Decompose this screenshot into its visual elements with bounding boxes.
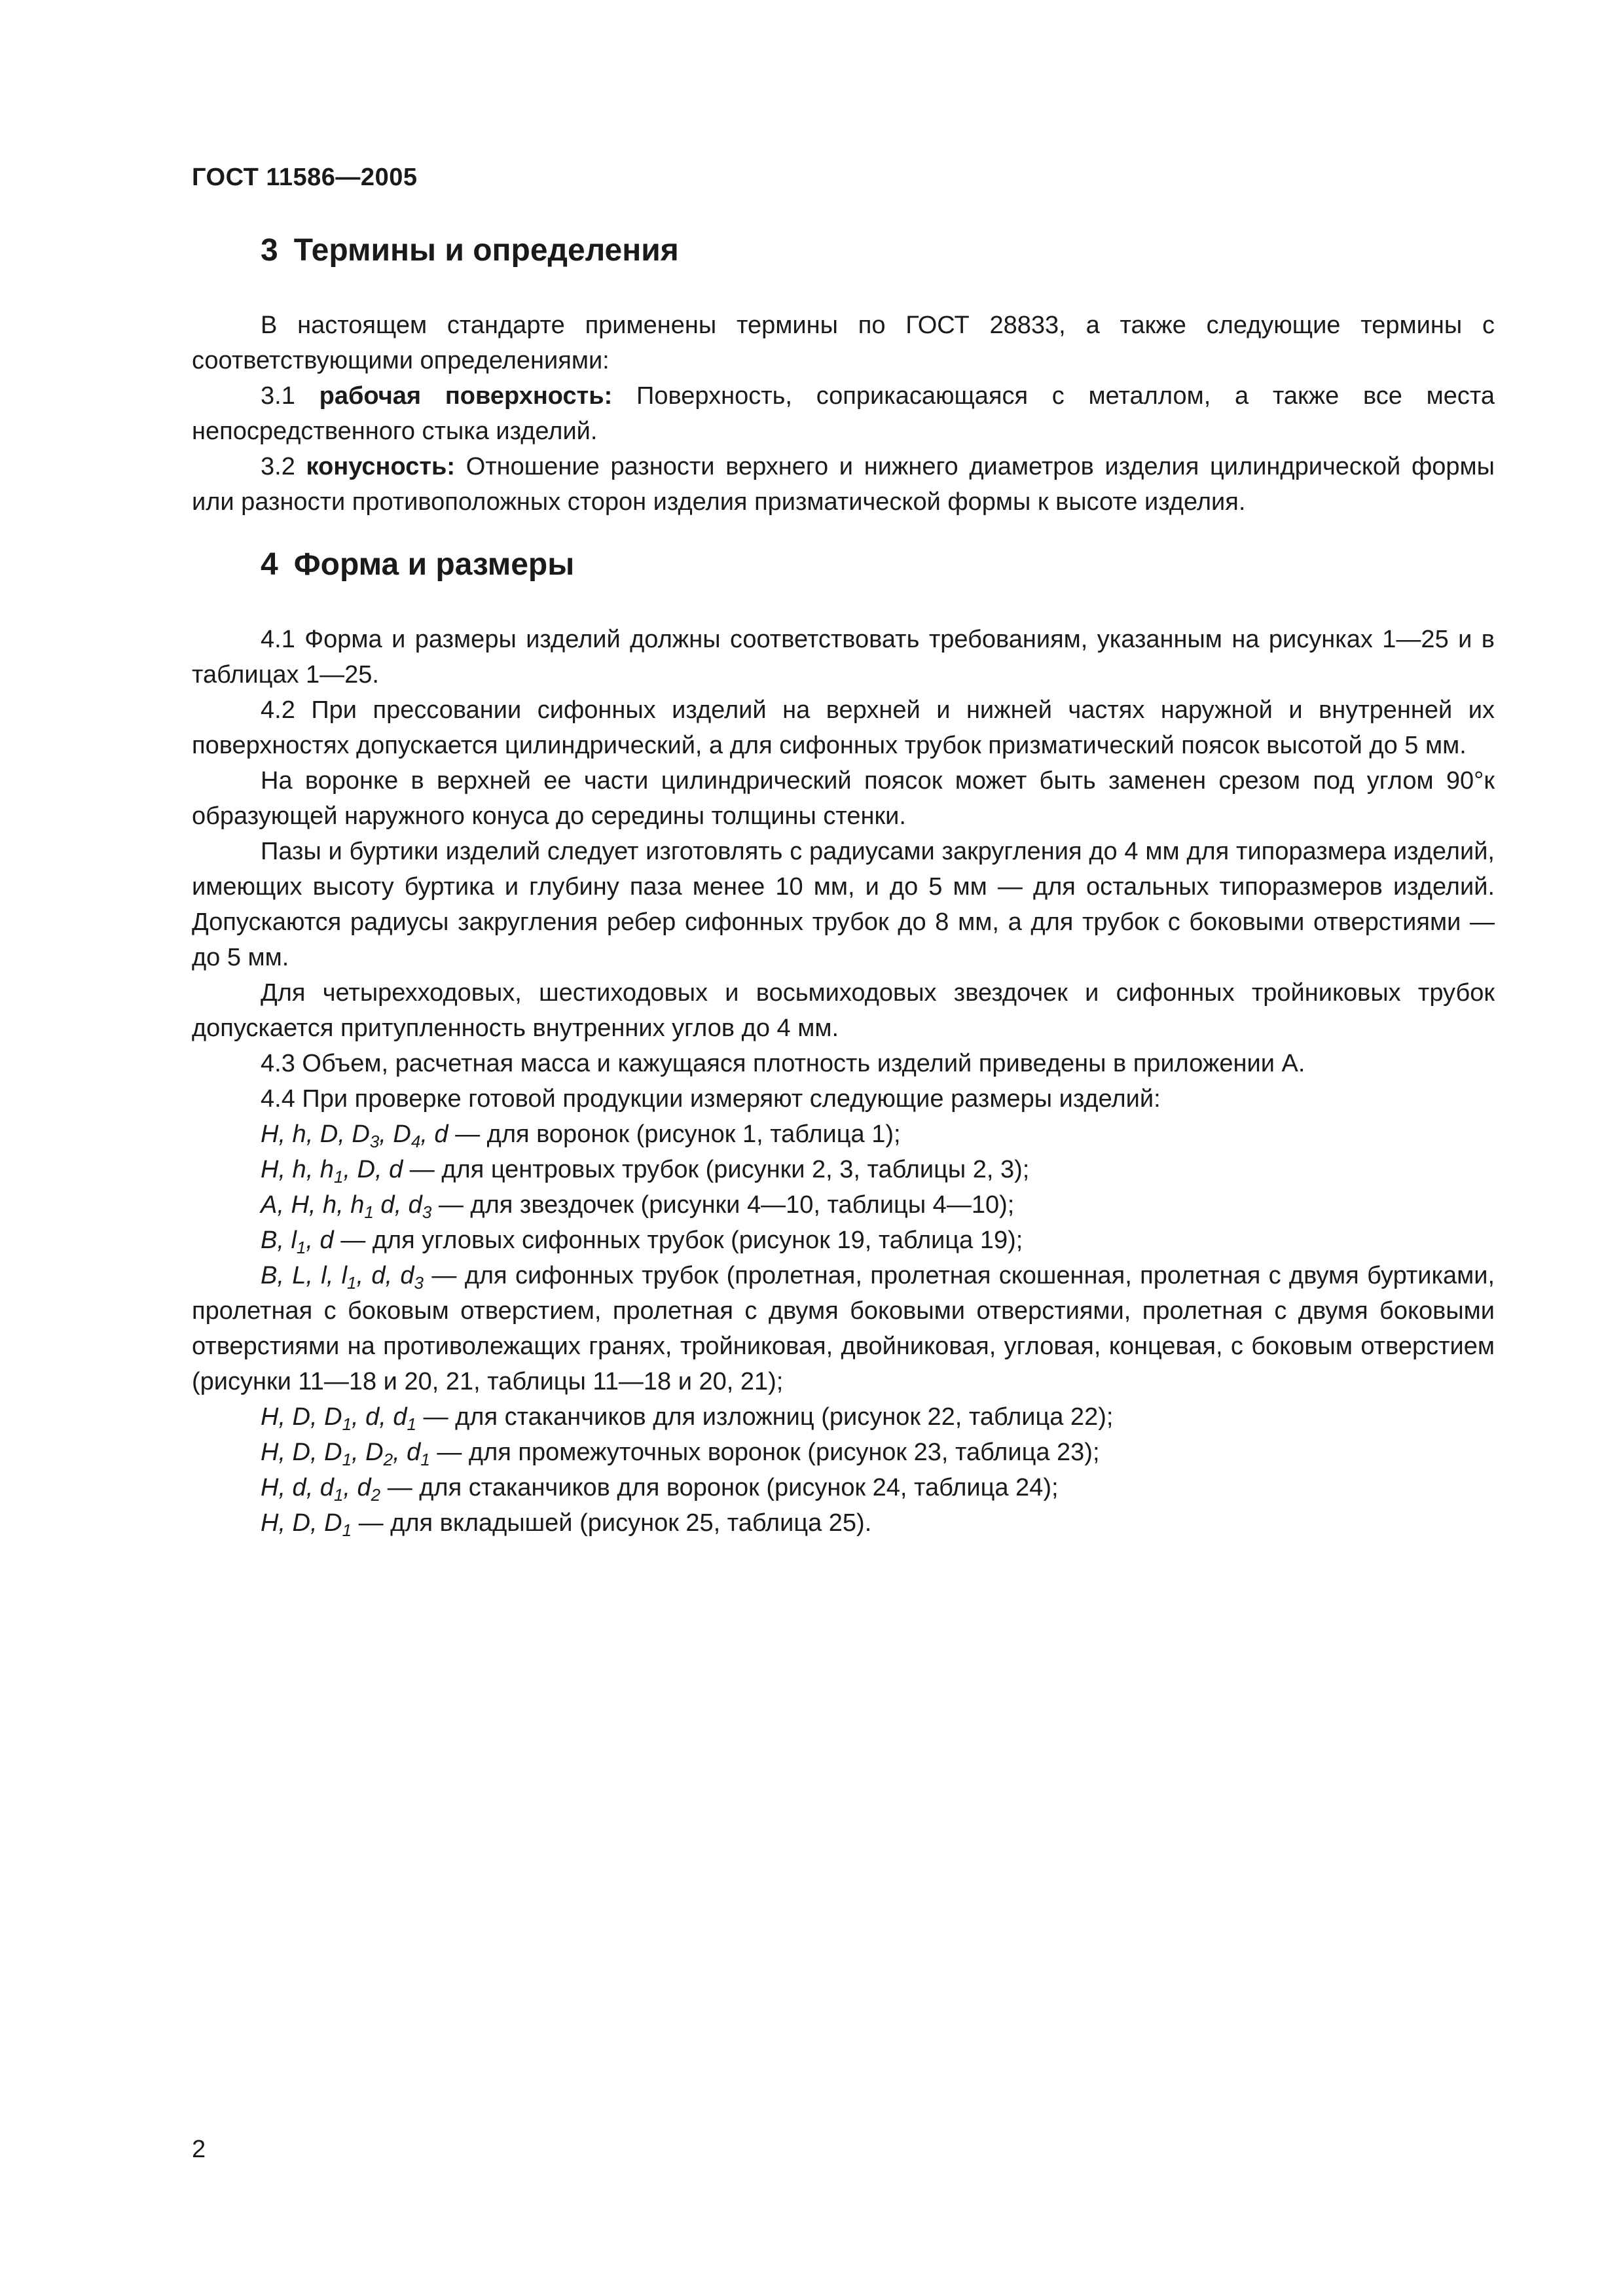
dimension-list-item: H, h, $h_1$, D, d — для центровых трубок (рисунки 2, 3, таблицы 2, 3); (261, 1156, 1030, 1187)
clause-4-2-bluntness: Для четырехходовых, шестиходовых и восьмиходовых звездочек и сифонных тройниковых трубок допускается притупленность внутренних углов до 4 мм. (192, 979, 1495, 1042)
dimension-list-item: B, $l_1$, d — для угловых сифонных трубок (рисунок 19, таблица 19); (261, 1227, 1023, 1257)
section-3-intro: В настоящем стандарте применены термины по ГОСТ 28833, а также следующие термины с соответствующими определениями: (192, 312, 1495, 374)
term-3-2: 3.2 конусность: Отношение разности верхнего и нижнего диаметров изделия цилиндрической формы или разности противоположных сторон изделия призматической формы к высоте изделия. (192, 453, 1495, 516)
page-number: 2 (192, 2136, 206, 2163)
section-4-title: Форма и размеры (293, 547, 575, 582)
term-3-2-name: конусность: (306, 453, 455, 480)
dimension-list-item: H, h, D, $D_3$, $D_4$, d — для воронок (рисунок 1, таблица 1); (261, 1121, 901, 1151)
section-3-body (192, 308, 1495, 520)
section-4-body (192, 622, 1495, 1541)
dimension-list-item: H, d, $d_1$, $d_2$ — для стаканчиков для воронок (рисунок 24, таблица 24); (261, 1474, 1059, 1505)
clause-4-2-radii: Пазы и буртики изделий следует изготовлять с радиусами закругления до 4 мм для типоразмера изделий, имеющих высоту буртика и глубину паза менее 10 мм, и до 5 мм — для остальных типоразмеров изделий. Допускаются радиусы закругления ребер сифонных трубок до 8 мм, а для трубок с боковыми отверстиями — до 5 мм. (192, 838, 1495, 971)
clause-4-1: 4.1 Форма и размеры изделий должны соответствовать требованиям, указанным на рисунках 1—25 и в таблицах 1—25. (192, 626, 1495, 689)
section-3-heading (261, 232, 679, 268)
section-3-number: 3 (261, 233, 278, 268)
dimension-list-item: A, H, h, $h_1$ d, $d_3$ — для звездочек (рисунки 4—10, таблицы 4—10); (261, 1191, 1015, 1222)
document-header: ГОСТ 11586—2005 (192, 164, 418, 191)
dimension-list-item: B, L, l, $l_1$, d, $d_3$ — для сифонных трубок (пролетная, пролетная скошенная, пролетная с двумя буртиками, пролетная с боковым отверстием, пролетная с двумя боковыми отверстиями, пролетная с двумя боковыми отверстиями на противолежащих гранях, тройниковая, двойниковая, угловая, концевая, с боковым отверстием (рисунки 11—18 и 20, 21, таблицы 11—18 и 20, 21); (192, 1262, 1495, 1395)
section-4-number: 4 (261, 547, 278, 582)
dimension-list-item: H, D, $D_1$, d, $d_1$ — для стаканчиков для изложниц (рисунок 22, таблица 22); (261, 1403, 1114, 1434)
section-4-heading (261, 547, 574, 583)
term-3-1-definition: Поверхность, соприкасающаяся с металлом, а также все места непосредственного стыка изделий. (192, 382, 1495, 445)
dimension-list-item: H, D, $D_1$ — для вкладышей (рисунок 25, таблица 25). (261, 1509, 872, 1540)
clause-4-2: 4.2 При прессовании сифонных изделий на верхней и нижней частях наружной и внутренней их поверхностях допускается цилиндрический, а для сифонных трубок призматический поясок высотой до 5 мм. (192, 696, 1495, 759)
term-3-1: 3.1 рабочая поверхность: Поверхность, соприкасающаяся с металлом, а также все места непосредственного стыка изделий. (192, 382, 1495, 445)
dimension-list-item: H, D, $D_1$, $D_2$, $d_1$ — для промежуточных воронок (рисунок 23, таблица 23); (261, 1439, 1100, 1469)
section-3-title: Термины и определения (293, 233, 679, 268)
clause-4-3: 4.3 Объем, расчетная масса и кажущаяся плотность изделий приведены в приложении А. (261, 1050, 1305, 1077)
term-3-1-name: рабочая поверхность: (319, 382, 613, 410)
clause-4-4: 4.4 При проверке готовой продукции измеряют следующие размеры изделий: (261, 1085, 1161, 1113)
clause-4-2-funnel: На воронке в верхней ее части цилиндрический поясок может быть заменен срезом под углом 90°к образующей наружного конуса до середины толщины стенки. (192, 767, 1495, 830)
term-3-2-definition: Отношение разности верхнего и нижнего диаметров изделия цилиндрической формы или разности противоположных сторон изделия призматической формы к высоте изделия. (192, 453, 1495, 516)
